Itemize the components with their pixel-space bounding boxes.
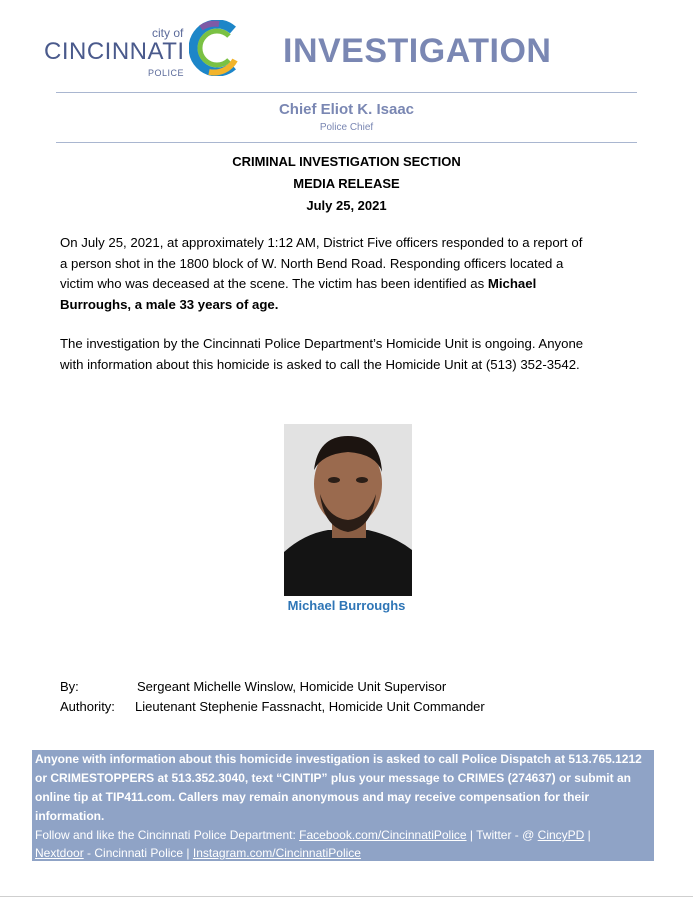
release-type: MEDIA RELEASE (293, 176, 400, 191)
by-value: Sergeant Michelle Winslow, Homicide Unit Supervisor (137, 679, 447, 694)
footer-line: online tip at TIP411.com. Callers may remain anonymous and may receive compensation for their (35, 790, 590, 804)
twitter-link[interactable]: CincyPD (537, 828, 585, 842)
incident-paragraph (60, 233, 650, 315)
portrait-image (284, 424, 412, 596)
authority-value: Lieutenant Stephenie Fassnacht, Homicide Unit Commander (135, 699, 485, 714)
footer-text: | Twitter - @ (466, 828, 538, 842)
headline: INVESTIGATION (283, 32, 552, 70)
release-date: July 25, 2021 (306, 198, 387, 213)
header-divider (56, 92, 637, 93)
chief-title: Police Chief (319, 122, 374, 133)
paragraph-line: a person shot in the 1800 block of W. North Bend Road. Responding officers located a (60, 255, 564, 271)
footer-text: Follow and like the Cincinnati Police Department: (35, 828, 300, 842)
nextdoor-link[interactable]: Nextdoor (35, 846, 84, 860)
instagram-link[interactable]: Instagram.com/CincinnatiPolice (192, 846, 361, 860)
investigation-paragraph (60, 334, 650, 375)
paragraph-text: victim who was deceased at the scene. The victim has been identified as (60, 276, 488, 291)
chief-name: Chief Eliot K. Isaac (278, 101, 415, 118)
footer-line: or CRIMESTOPPERS at 513.352.3040, text “CINTIP” plus your message to CRIMES (274637) or submit an (35, 771, 631, 785)
chief-divider (56, 142, 637, 143)
footer-text: | (584, 828, 591, 842)
paragraph-line: The investigation by the Cincinnati Police Department’s Homicide Unit is ongoing. Anyone (60, 336, 584, 351)
paragraph-line (60, 295, 650, 316)
cincinnati-police-logo (44, 18, 244, 80)
footer-line: information. (35, 809, 105, 823)
by-label: By: (60, 679, 79, 694)
victim-name: Michael (487, 276, 537, 291)
victim-description: Burroughs, a male 33 years of age. (60, 296, 279, 312)
paragraph-line (60, 274, 650, 295)
footer-social-line (35, 826, 651, 845)
page-bottom-border (0, 896, 693, 897)
facebook-link[interactable]: Facebook.com/CincinnatiPolice (299, 828, 467, 842)
footer-line: Anyone with information about this homicide investigation is asked to call Police Dispatch at 513.765.1212 (35, 752, 642, 766)
footer-social-line (35, 844, 651, 863)
paragraph-line: On July 25, 2021, at approximately 1:12 AM, District Five officers responded to a report of (60, 235, 583, 250)
logo-c-mark-icon (189, 20, 243, 76)
tip-info-box (32, 750, 654, 861)
victim-photo (284, 424, 412, 596)
authority-label: Authority: (60, 699, 115, 714)
photo-caption: Michael Burroughs (287, 598, 406, 613)
logo-police: POLICE (148, 68, 185, 78)
logo-city-name: CINCINNATI (44, 38, 185, 65)
logo-city-of: city of (152, 26, 184, 40)
section-title: CRIMINAL INVESTIGATION SECTION (232, 154, 461, 169)
paragraph-line: with information about this homicide is asked to call the Homicide Unit at (513) 352-3542. (60, 356, 580, 372)
footer-text: - Cincinnati Police | (83, 846, 193, 860)
